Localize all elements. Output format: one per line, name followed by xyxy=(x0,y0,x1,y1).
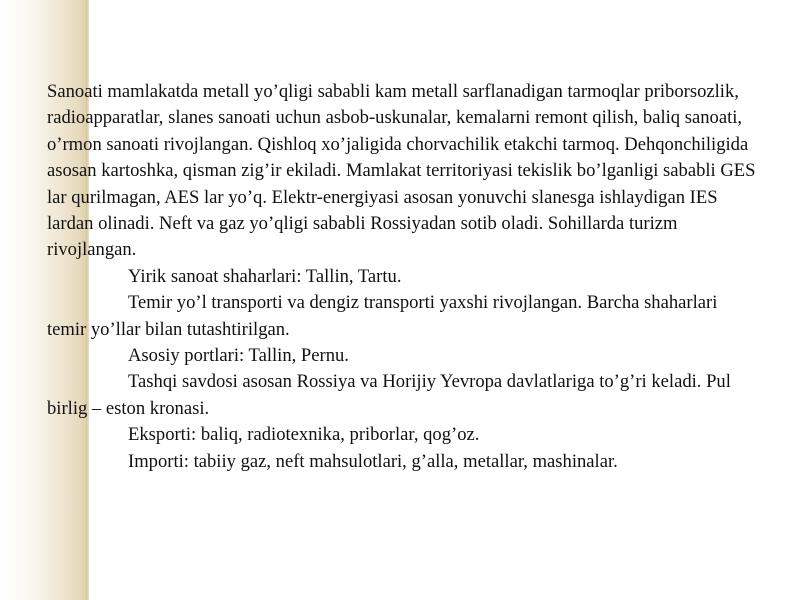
paragraph-trade: Tashqi savdosi asosan Rossiya va Horijiy Yevropa davlatlariga to’g’ri keladi. Pul birlig – eston kronasi. xyxy=(47,371,731,419)
paragraph-transport: Temir yo’l transporti va dengiz transporti yaxshi rivojlangan. Barcha shaharlari temir yo’llar bilan tutashtirilgan. xyxy=(47,292,718,340)
paragraph-imports: Importi: tabiiy gaz, neft mahsulotlari, g’alla, metallar, mashinalar. xyxy=(128,450,618,472)
paragraph-ports: Asosiy portlari: Tallin, Pernu. xyxy=(128,345,349,367)
slide-text-body xyxy=(47,79,759,475)
paragraph-exports: Eksporti: baliq, radiotexnika, priborlar, qog’oz. xyxy=(128,424,480,446)
paragraph-industry: Sanoati mamlakatda metall yo’qligi sababli kam metall sarflanadigan tarmoqlar priborsozlik, radioapparatlar, slanes sanoati uchun asbob-uskunalar, kemalarni remont qilish, baliq sanoati, o’rmon sanoati rivojlangan. Qishloq xo’jaligida chorvachilik etakchi tarmoq. Dehqonchiligida asosan kartoshka, qisman zig’ir ekiladi. Mamlakat territoriyasi tekislik bo’lganligi sababli GES lar qurilmagan, AES lar yo’q. Elektr-energiyasi asosan yonuvchi slanesga ishlaydigan IES lardan olinadi. Neft va gaz yo’qligi sababli Rossiyadan sotib oladi. Sohillarda turizm rivojlangan. xyxy=(47,81,756,261)
paragraph-industrial-cities: Yirik sanoat shaharlari: Tallin, Tartu. xyxy=(128,265,402,287)
